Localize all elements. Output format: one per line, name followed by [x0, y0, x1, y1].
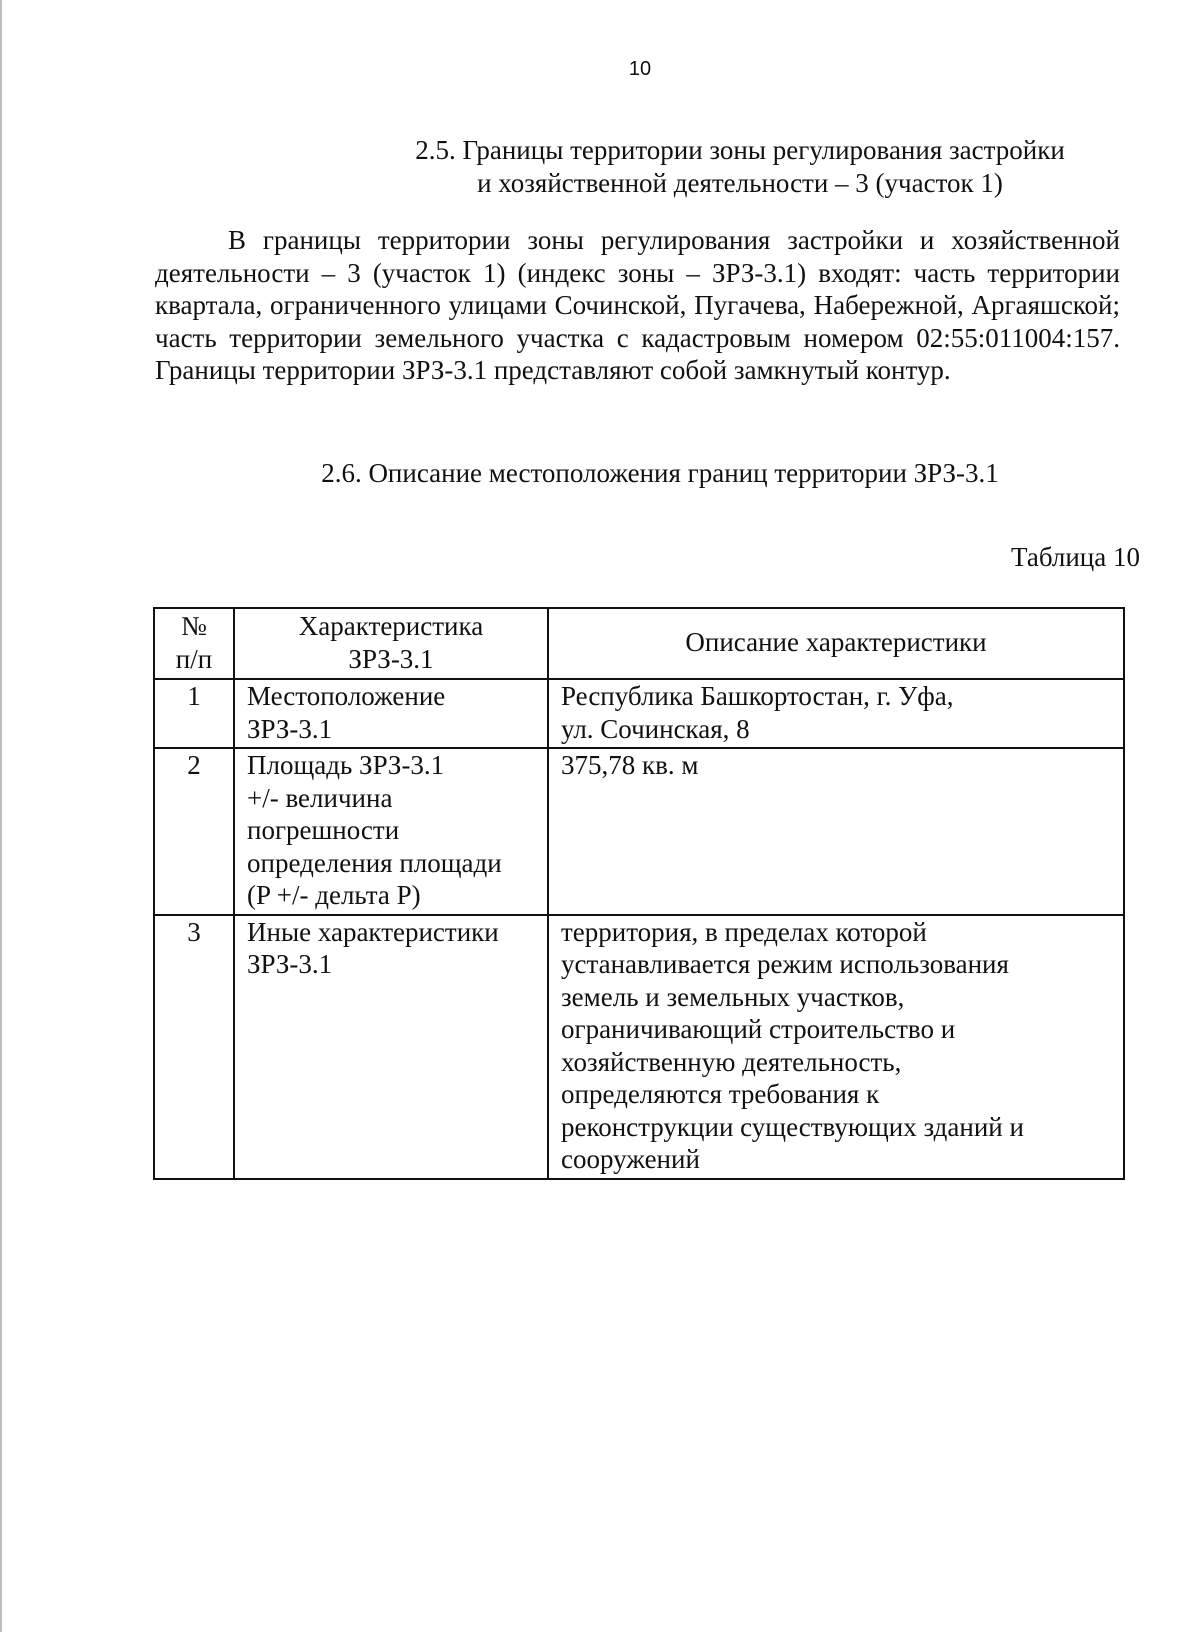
row-characteristic-cell	[234, 679, 548, 748]
header-number-line-1: №	[181, 611, 207, 641]
characteristic-line: (P +/- дельта P)	[247, 880, 421, 910]
characteristics-table	[153, 607, 1125, 1180]
row-description-cell	[548, 748, 1124, 915]
row-description-cell	[548, 679, 1124, 748]
description-line: 375,78 кв. м	[561, 750, 699, 780]
characteristic-line: Местоположение	[247, 681, 446, 711]
header-number	[154, 608, 234, 679]
characteristic-line: ЗРЗ-3.1	[247, 949, 333, 979]
page-edge	[0, 0, 2, 1632]
row-number-cell: 1	[154, 679, 234, 748]
header-description: Описание характеристики	[548, 608, 1124, 679]
row-number-cell: 2	[154, 748, 234, 915]
header-number-line-2: п/п	[175, 643, 213, 674]
characteristic-line: ЗРЗ-3.1	[247, 713, 333, 744]
description-line: реконструкции существующих зданий и	[561, 1111, 1024, 1142]
row-characteristic-cell	[234, 915, 548, 1179]
section-title-line-1: 2.5. Границы территории зоны регулирования застройки	[415, 135, 1065, 165]
characteristic-line: Площадь ЗРЗ-3.1	[247, 750, 445, 780]
section-title-line-2: и хозяйственной деятельности – 3 (участок 1)	[477, 168, 1003, 198]
table-row	[154, 915, 1124, 1179]
description-line: хозяйственную деятельность,	[561, 1046, 902, 1077]
row-characteristic-cell	[234, 748, 548, 915]
description-line: ул. Сочинская, 8	[561, 713, 750, 744]
description-line: Республика Башкортостан, г. Уфа,	[561, 681, 954, 711]
subsection-title: 2.6. Описание местоположения границ территории ЗРЗ-3.1	[321, 458, 999, 488]
characteristic-line: определения площади	[247, 847, 502, 878]
description-line: сооружений	[561, 1144, 700, 1174]
section-title	[160, 134, 1200, 200]
body-paragraph: В границы территории зоны регулирования застройки и хозяйственной деятельности – 3 (участок 1) (индекс зоны – ЗРЗ-3.1) входят: часть территории квартала, ограниченного улицами Сочинской, Пугачева, Набережной, Аргаяшской; часть территории земельного участка с кадастровым номером 02:55:011004:157. Границы территории ЗРЗ-3.1 представляют собой замкнутый контур.	[155, 225, 1120, 385]
description-line: устанавливается режим использования	[561, 949, 1009, 979]
table-row	[154, 679, 1124, 748]
row-description-cell	[548, 915, 1124, 1179]
table-caption: Таблица 10	[1011, 542, 1140, 572]
characteristic-line: погрешности	[247, 815, 400, 845]
header-characteristic	[234, 608, 548, 679]
description-line: ограничивающий строительство и	[561, 1014, 956, 1044]
row-number-cell: 3	[154, 915, 234, 1179]
page-number: 10	[628, 58, 652, 80]
table-body	[154, 679, 1124, 1179]
characteristic-line: +/- величина	[247, 782, 393, 813]
header-characteristic-line-2: ЗРЗ-3.1	[348, 643, 434, 674]
description-line: определяются требования к	[561, 1079, 880, 1109]
characteristic-line: Иные характеристики	[247, 916, 499, 947]
table-header-row	[154, 608, 1124, 679]
table-row	[154, 748, 1124, 915]
description-line: земель и земельных участков,	[561, 981, 905, 1012]
description-line: территория, в пределах которой	[561, 916, 927, 947]
header-characteristic-line-1: Характеристика	[298, 611, 484, 641]
